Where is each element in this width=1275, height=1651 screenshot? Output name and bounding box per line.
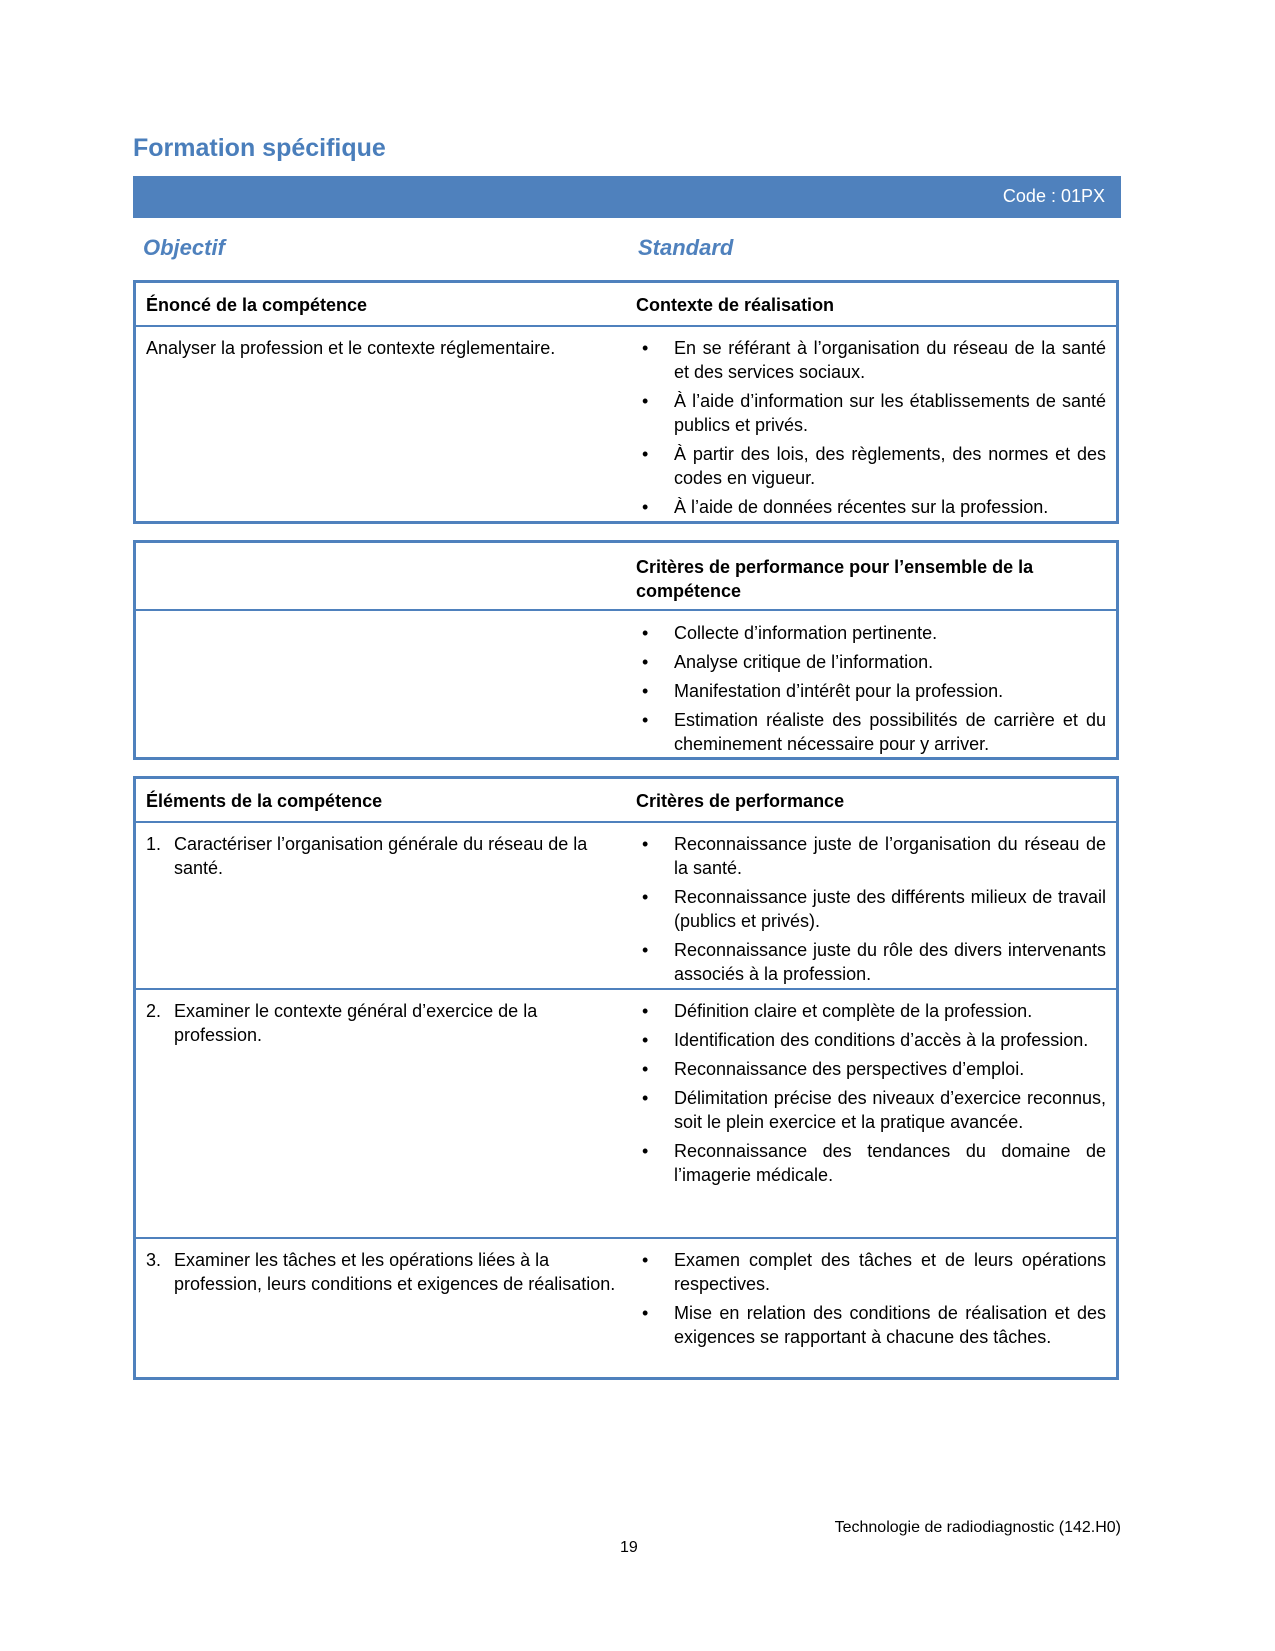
criteria-item: • Manifestation d’intérêt pour la profession. xyxy=(636,679,1106,703)
code-bar xyxy=(133,176,1121,218)
statement-header: Énoncé de la compétence xyxy=(146,295,368,315)
criteria-item: • Reconnaissance des perspectives d’emploi. xyxy=(636,1057,1106,1081)
criteria-item: • Reconnaissance juste de l’organisation du réseau de la santé. xyxy=(636,832,1106,880)
criteria-item: • Identification des conditions d’accès à la profession. xyxy=(636,1028,1106,1052)
element-3 xyxy=(146,1248,616,1296)
context-header: Contexte de réalisation xyxy=(636,295,835,315)
divider xyxy=(136,1237,1116,1239)
competency-statement-box xyxy=(133,280,1119,524)
criteria-item: • Reconnaissance juste du rôle des divers intervenants associés à la profession. xyxy=(636,938,1106,986)
criteria-item: • Examen complet des tâches et de leurs opérations respectives. xyxy=(636,1248,1106,1296)
page-number: 19 xyxy=(620,1539,638,1556)
elements-box xyxy=(133,776,1119,1380)
element-text: Examiner le contexte général d’exercice de la profession. xyxy=(174,1001,538,1045)
divider xyxy=(136,325,1116,327)
divider xyxy=(136,821,1116,823)
element-2-criteria xyxy=(636,999,1106,1192)
criteria-item: • Mise en relation des conditions de réalisation et des exigences se rapportant à chacune des tâches. xyxy=(636,1301,1106,1349)
overall-criteria-box xyxy=(133,540,1119,760)
overall-criteria-list xyxy=(636,621,1106,761)
criteria-item: • Collecte d’information pertinente. xyxy=(636,621,1106,645)
context-item: • En se référant à l’organisation du réseau de la santé et des services sociaux. xyxy=(636,336,1106,384)
element-number: 1. xyxy=(146,834,162,854)
criteria-item: • Délimitation précise des niveaux d’exercice reconnus, soit le plein exercice et la pratique avancée. xyxy=(636,1086,1106,1134)
criteria-item: • Estimation réaliste des possibilités de carrière et du cheminement nécessaire pour y arriver. xyxy=(636,708,1106,756)
performance-criteria-header: Critères de performance xyxy=(636,791,845,811)
overall-criteria-header: Critères de performance pour l’ensemble de la compétence xyxy=(636,557,1034,601)
element-text: Examiner les tâches et les opérations liées à la profession, leurs conditions et exigences de réalisation. xyxy=(174,1250,616,1294)
element-1 xyxy=(146,832,616,880)
element-text: Caractériser l’organisation générale du réseau de la santé. xyxy=(174,834,588,878)
section-title: Formation spécifique xyxy=(133,134,386,162)
elements-header: Éléments de la compétence xyxy=(146,791,383,811)
element-3-criteria xyxy=(636,1248,1106,1354)
objective-header: Objectif xyxy=(143,235,225,260)
context-item: • À l’aide d’information sur les établissements de santé publics et privés. xyxy=(636,389,1106,437)
context-list xyxy=(636,336,1106,524)
element-number: 3. xyxy=(146,1250,162,1270)
footer-program: Technologie de radiodiagnostic (142.H0) xyxy=(834,1519,1121,1536)
context-item: • À partir des lois, des règlements, des normes et des codes en vigueur. xyxy=(636,442,1106,490)
competency-statement: Analyser la profession et le contexte réglementaire. xyxy=(146,338,556,358)
criteria-item: • Reconnaissance des tendances du domaine de l’imagerie médicale. xyxy=(636,1139,1106,1187)
competency-code: Code : 01PX xyxy=(1002,186,1105,206)
divider xyxy=(136,988,1116,990)
criteria-item: • Analyse critique de l’information. xyxy=(636,650,1106,674)
criteria-item: • Définition claire et complète de la profession. xyxy=(636,999,1106,1023)
element-2 xyxy=(146,999,616,1047)
standard-header: Standard xyxy=(638,235,734,260)
criteria-item: • Reconnaissance juste des différents milieux de travail (publics et privés). xyxy=(636,885,1106,933)
context-item: • À l’aide de données récentes sur la profession. xyxy=(636,495,1106,519)
element-number: 2. xyxy=(146,1001,162,1021)
element-1-criteria xyxy=(636,832,1106,991)
divider xyxy=(136,609,1116,611)
